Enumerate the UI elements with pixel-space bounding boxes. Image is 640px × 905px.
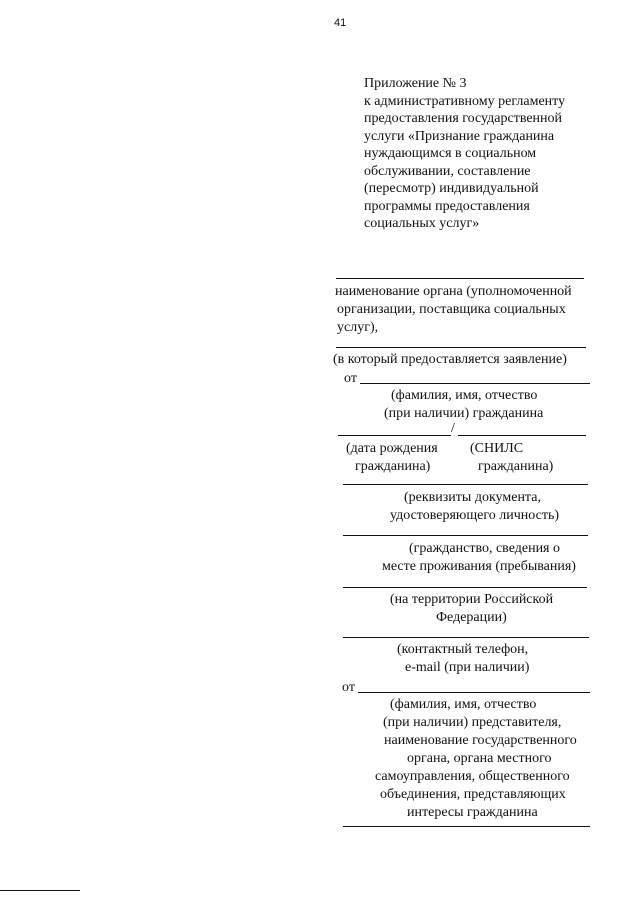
footnote-separator xyxy=(0,890,80,891)
citizenship-caption-1: (гражданство, сведения о xyxy=(409,541,560,556)
organ-caption-3: услуг), xyxy=(337,320,379,335)
organ-name-line[interactable] xyxy=(336,278,584,279)
appendix-line: обслуживании, составление xyxy=(364,163,531,179)
territory-caption-2: Федерации) xyxy=(436,610,507,625)
representative-caption-2: (при наличии) представителя, xyxy=(383,715,562,730)
contacts-caption-2: e-mail (при наличии) xyxy=(405,660,530,675)
organ-caption-2: организации, поставщика социальных xyxy=(337,302,566,317)
organ-caption-1: наименование органа (уполномоченной xyxy=(335,284,572,299)
citizen-name-line[interactable] xyxy=(360,383,590,384)
birth-date-caption-2: гражданина) xyxy=(355,459,431,474)
signature-line[interactable] xyxy=(343,826,590,827)
representative-caption-3: наименование государственного xyxy=(384,733,577,748)
territory-line[interactable] xyxy=(343,587,587,588)
snils-line[interactable] xyxy=(458,435,586,436)
representative-caption-5: самоуправления, общественного xyxy=(375,769,570,784)
organ-name-line-2[interactable] xyxy=(336,347,586,348)
appendix-line: Приложение № 3 xyxy=(364,76,467,91)
representative-caption-7: интересы гражданина xyxy=(407,805,538,820)
contacts-caption-1: (контактный телефон, xyxy=(397,642,529,657)
representative-caption-6: объединения, представляющих xyxy=(380,787,566,802)
appendix-line: предоставления государственной xyxy=(364,111,563,126)
citizenship-line[interactable] xyxy=(343,535,588,536)
identity-doc-line[interactable] xyxy=(343,484,588,485)
citizenship-caption-2: месте проживания (пребывания) xyxy=(382,559,576,574)
appendix-line: нуждающимся в социальном xyxy=(364,146,537,161)
identity-doc-caption-2: удостоверяющего личность) xyxy=(390,508,560,523)
slash-separator: / xyxy=(451,421,455,436)
from-label: от xyxy=(344,371,357,386)
identity-doc-caption-1: (реквизиты документа, xyxy=(404,490,541,505)
from-label-2: от xyxy=(342,680,355,695)
birth-date-caption-1: (дата рождения xyxy=(346,441,438,456)
representative-line[interactable] xyxy=(358,692,590,693)
appendix-line: к административному регламенту xyxy=(364,93,566,109)
citizen-name-caption-1: (фамилия, имя, отчество xyxy=(391,388,538,403)
birth-date-line[interactable] xyxy=(338,435,451,436)
appendix-line: (пересмотр) индивидуальной xyxy=(364,181,539,196)
representative-caption-4: органа, органа местного xyxy=(407,751,552,766)
territory-caption-1: (на территории Российской xyxy=(390,592,554,607)
snils-caption-1: (СНИЛС xyxy=(470,441,524,456)
contacts-line[interactable] xyxy=(343,637,589,638)
appendix-heading xyxy=(364,75,565,233)
appendix-line: программы предоставления xyxy=(364,198,530,214)
appendix-line: социальных услуг» xyxy=(364,216,480,231)
appendix-line: услуги «Признание гражданина xyxy=(364,128,555,144)
organ-caption-4: (в который предоставляется заявление) xyxy=(333,352,567,367)
page-number: 41 xyxy=(334,17,347,29)
representative-caption-1: (фамилия, имя, отчество xyxy=(390,697,537,712)
snils-caption-2: гражданина) xyxy=(478,459,554,474)
citizen-name-caption-2: (при наличии) гражданина xyxy=(384,406,544,421)
